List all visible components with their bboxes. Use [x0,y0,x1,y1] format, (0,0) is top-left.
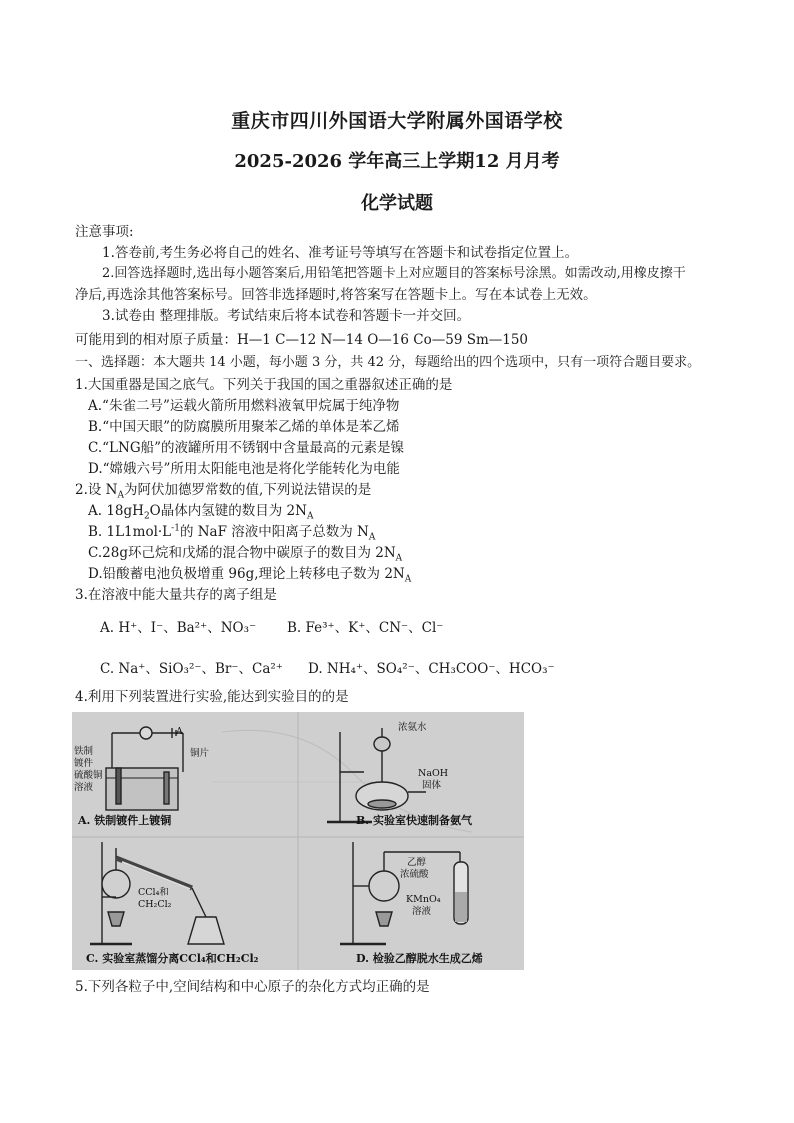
apparatus-a-electroplating [106,727,183,810]
q4-apparatus-figure [72,712,524,970]
a-label-3: 硫酸铜 [74,770,103,781]
q2-option-c [88,544,402,562]
notes-heading: 注意事项: [75,224,134,240]
q2-d-pre: D.铅酸蓄电池负极增重 96g,理论上转移电子数为 2N [88,566,405,582]
caption-c: C. 实验室蒸馏分离CCl₄和CH₂Cl₂ [86,952,259,965]
d-label-2: 浓硫酸 [400,869,429,880]
a-label-4: 溶液 [74,782,94,793]
q3-option-b: B. Fe³⁺、K⁺、CN⁻、Cl⁻ [287,620,444,636]
q1-option-d: D.“嫦娥六号”所用太阳能电池是将化学能转化为电能 [88,461,400,477]
a-label-1: 铁制 [74,746,94,757]
exam-title: 2025-2026 学年高三上学期12 月月考 [234,151,560,172]
atomic-masses: 可能用到的相对原子质量：H—1 C—12 N—14 O—16 Co—59 Sm—150 [75,332,529,348]
apparatus-d-ethylene [340,842,468,944]
q2-a-sub2: 2 [143,511,150,522]
caption-a: A. 铁制镀件上镀铜 [78,814,172,827]
q4-stem: 4.利用下列装置进行实验,能达到实验目的的是 [75,689,349,705]
caption-b: B. 实验室快速制备氨气 [356,814,472,827]
subject-title: 化学试题 [361,193,433,214]
a-label-5: 铜片 [190,748,210,759]
q2-d-sub: A [404,574,412,585]
d-label-3: KMnO₄ [406,894,441,905]
section-1-heading: 一、选择题：本大题共 14 小题，每小题 3 分，共 42 分，每题给出的四个选项中，只有一项符合题目要求。 [75,355,701,370]
c-label-2: CH₂Cl₂ [138,899,172,910]
q2-stem-sub: A [117,490,124,501]
q2-b-pre: B. 1L1mol·L [88,524,172,540]
apparatus-b-ammonia [327,728,426,822]
q2-c-sub: A [395,553,403,564]
q2-c-pre: C.28g环己烷和戊烯的混合物中碳原子的数目为 2N [88,545,396,561]
note-3: 3.试卷由 整理排版。考试结束后将本试卷和答题卡一并交回。 [102,308,471,324]
q2-a-h: H [132,503,144,519]
q2-stem-a: 2.设 N [75,482,118,498]
q2-a-rest: O晶体内氢键的数目为 2N [149,503,307,519]
apparatus-drawing [72,712,524,970]
q1-stem: 1.大国重器是国之底气。下列关于我国的国之重器叙述正确的是 [75,377,453,393]
q3-option-a: A. H⁺、I⁻、Ba²⁺、NO₃⁻ [100,620,257,636]
q1-option-b: B.“中国天眼”的防腐膜所用聚苯乙烯的单体是苯乙烯 [88,419,400,435]
q3-option-c: C. Na⁺、SiO₃²⁻、Br⁻、Ca²⁺ [100,661,283,677]
q3-stem: 3.在溶液中能大量共存的离子组是 [75,587,277,603]
c-label-1: CCl₄和 [138,887,169,898]
b-label-3: 固体 [422,780,442,791]
q2-stem [75,481,371,499]
note-2-cont: 净后,再选涂其他答案标号。回答非选择题时,将答案写在答题卡上。写在本试卷上无效。 [75,287,597,303]
b-label-2: NaOH [418,768,449,779]
q2-option-b [88,523,375,541]
q2-a-sub: A [306,511,314,522]
b-label-1: 浓氨水 [398,722,427,733]
caption-d: D. 检验乙醇脱水生成乙烯 [356,952,483,965]
d-label-4: 溶液 [412,906,432,917]
q2-b-sub: A [368,532,376,543]
q1-option-c: C.“LNG船”的液罐所用不锈钢中含量最高的元素是镍 [88,440,405,456]
d-label-1: 乙醇 [407,857,427,868]
q2-b-sup: -1 [171,523,180,534]
q2-stem-b: 为阿伏加德罗常数的值,下列说法错误的是 [123,482,372,498]
q2-option-a [88,502,313,520]
q1-option-a: A.“朱雀二号”运载火箭所用燃料液氧甲烷属于纯净物 [88,398,400,414]
note-2: 2.回答选择题时,选出每小题答案后,用铅笔把答题卡上对应题目的答案标号涂黑。如需改动,用橡皮擦干 [102,266,686,281]
school-title: 重庆市四川外国语大学附属外国语学校 [231,110,563,132]
q2-b-mid: 的 NaF 溶液中阳离子总数为 N [179,524,369,540]
note-1: 1.答卷前,考生务必将自己的姓名、准考证号等填写在答题卡和试卷指定位置上。 [102,245,579,261]
q2-option-d [88,565,411,583]
q2-a-pre: A. 18g [88,503,133,519]
a-label-2: 镀件 [74,758,94,769]
q3-option-d: D. NH₄⁺、SO₄²⁻、CH₃COO⁻、HCO₃⁻ [308,661,555,677]
ammeter-label: A [176,726,183,737]
q5-stem: 5.下列各粒子中,空间结构和中心原子的杂化方式均正确的是 [75,979,430,995]
